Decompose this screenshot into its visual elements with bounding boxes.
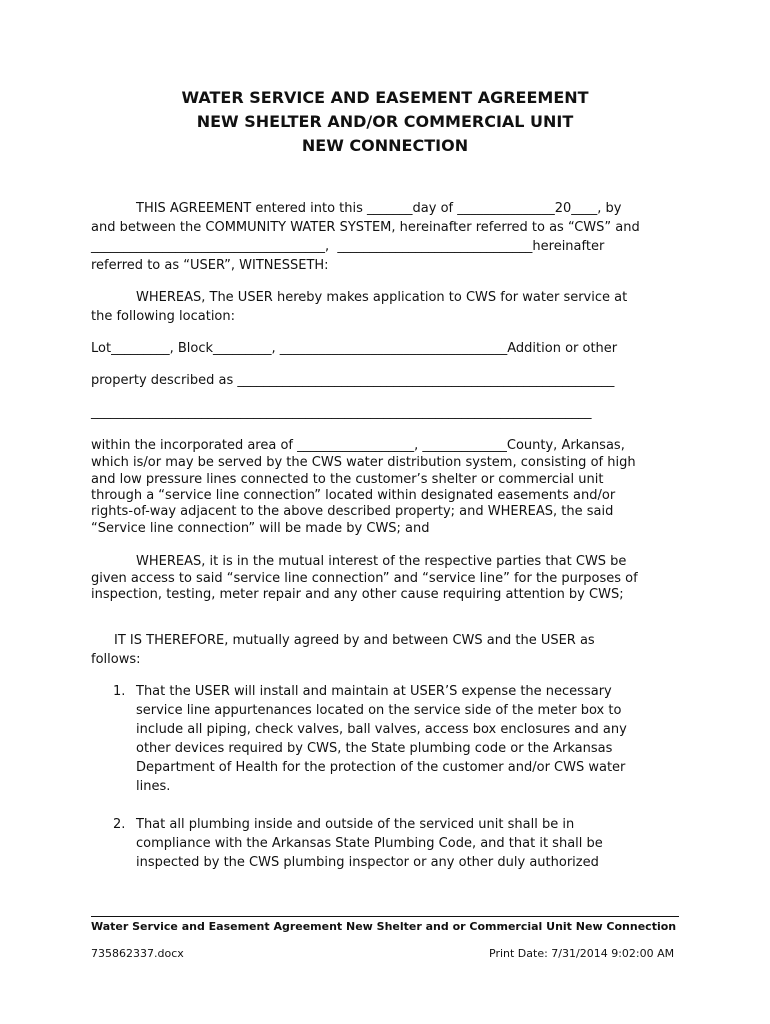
within-line: through a “service line connection” located within designated easements and/or <box>91 488 616 503</box>
intro-line: THIS AGREEMENT entered into this _______day of _______________20____, by <box>136 201 622 216</box>
within-line: and low pressure lines connected to the customer’s shelter or commercial unit <box>91 472 604 487</box>
title-line-1: WATER SERVICE AND EASEMENT AGREEMENT <box>181 88 589 107</box>
whereas-2-line: given access to said “service line connection” and “service line” for the purposes of <box>91 571 638 586</box>
blank-fill-line: _____________________________________________________________________________ <box>91 405 592 420</box>
footer-title: Water Service and Easement Agreement New Shelter and or Commercial Unit New Connection <box>91 920 677 933</box>
item-1-line: include all piping, check valves, ball valves, access box enclosures and any <box>136 722 627 737</box>
item-2-line: That all plumbing inside and outside of the serviced unit shall be in <box>136 817 575 832</box>
therefore-line: IT IS THEREFORE, mutually agreed by and between CWS and the USER as <box>114 633 595 648</box>
item-1-line: lines. <box>136 779 171 794</box>
item-2-line: inspected by the CWS plumbing inspector or any other duly authorized <box>136 855 599 870</box>
title-line-2: NEW SHELTER AND/OR COMMERCIAL UNIT <box>196 112 574 131</box>
therefore-line: follows: <box>91 652 141 667</box>
lot-block-line: Lot_________, Block_________, ___________________________________Addition or other <box>91 341 618 356</box>
footer-divider <box>91 916 679 917</box>
item-1-line: That the USER will install and maintain at USER’S expense the necessary <box>136 684 612 699</box>
whereas-2-line: inspection, testing, meter repair and any other cause requiring attention by CWS; <box>91 587 624 602</box>
within-line: rights-of-way adjacent to the above described property; and WHEREAS, the said <box>91 504 614 519</box>
item-1-line: service line appurtenances located on the service side of the meter box to <box>136 703 622 718</box>
title-line-3: NEW CONNECTION <box>301 136 469 155</box>
item-number: 1. <box>113 684 126 699</box>
intro-line: and between the COMMUNITY WATER SYSTEM, hereinafter referred to as “CWS” and <box>91 220 640 235</box>
intro-line: ____________________________________, ______________________________hereinafter <box>91 239 605 254</box>
within-line: “Service line connection” will be made by CWS; and <box>91 521 430 536</box>
footer-print-date: Print Date: 7/31/2014 9:02:00 AM <box>489 947 675 960</box>
intro-line: referred to as “USER”, WITNESSETH: <box>91 258 329 273</box>
footer-filename: 735862337.docx <box>91 947 184 960</box>
whereas-1-line: the following location: <box>91 309 236 324</box>
within-line: which is/or may be served by the CWS water distribution system, consisting of high <box>91 455 636 470</box>
property-line: property described as __________________________________________________________ <box>91 373 615 388</box>
item-2-line: compliance with the Arkansas State Plumbing Code, and that it shall be <box>136 836 603 851</box>
item-1-line: other devices required by CWS, the State plumbing code or the Arkansas <box>136 741 613 756</box>
within-line: within the incorporated area of __________________, _____________County, Arkansas, <box>91 438 625 453</box>
item-1-line: Department of Health for the protection of the customer and/or CWS water <box>136 760 626 775</box>
item-number: 2. <box>113 817 126 832</box>
whereas-1-line: WHEREAS, The USER hereby makes application to CWS for water service at <box>136 290 628 305</box>
whereas-2-line: WHEREAS, it is in the mutual interest of the respective parties that CWS be <box>136 554 627 569</box>
